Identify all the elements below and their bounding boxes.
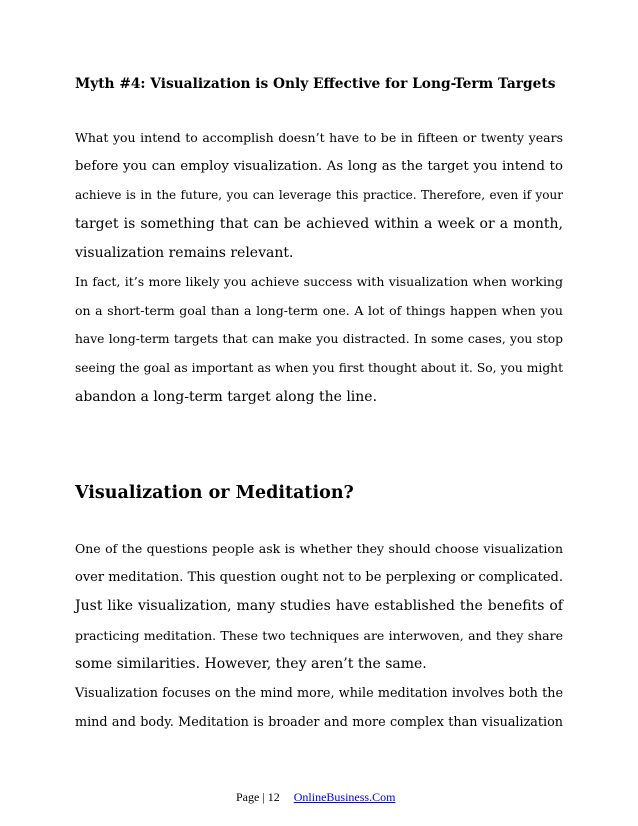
paragraph-line: some similarities. However, they aren’t the same.: [75, 656, 427, 672]
paragraph-line: Just like visualization, many studies have established the benefits of: [75, 598, 563, 614]
paragraph-line: One of the questions people ask is whether they should choose visualization: [75, 541, 563, 556]
paragraph-4: [75, 679, 563, 737]
paragraph-line: mind and body. Meditation is broader and more complex than visualization: [75, 715, 563, 730]
site-link[interactable]: OnlineBusiness.Com: [293, 790, 396, 804]
paragraph-line: What you intend to accomplish doesn’t have to be in fifteen or twenty years: [75, 130, 563, 145]
paragraph-line: Visualization focuses on the mind more, while meditation involves both the: [75, 686, 563, 701]
paragraph-line: achieve is in the future, you can leverage this practice. Therefore, even if your: [75, 188, 563, 202]
paragraph-1: [75, 123, 563, 268]
paragraph-line: practicing meditation. These two techniques are interwoven, and they share: [75, 628, 563, 643]
section-heading: Visualization or Meditation?: [75, 483, 354, 503]
paragraph-line: target is something that can be achieved within a week or a month,: [75, 216, 563, 232]
page-number: Page | 12: [236, 790, 280, 804]
paragraph-line: over meditation. This question ought not to be perplexing or complicated.: [75, 570, 563, 585]
paragraph-line: have long-term targets that can make you distracted. In some cases, you stop: [75, 332, 563, 346]
paragraph-line: on a short-term goal than a long-term one. A lot of things happen when you: [75, 303, 563, 318]
paragraph-2: [75, 267, 563, 412]
paragraph-line: visualization remains relevant.: [75, 245, 294, 261]
paragraph-line: In fact, it’s more likely you achieve success with visualization when working: [75, 274, 563, 289]
paragraph-line: abandon a long-term target along the line.: [75, 389, 378, 405]
myth-heading: Myth #4: Visualization is Only Effective for Long-Term Targets: [75, 76, 556, 92]
page-footer: [236, 788, 395, 806]
paragraph-3: [75, 534, 563, 679]
paragraph-line: seeing the goal as important as when you first thought about it. So, you might: [75, 361, 563, 375]
paragraph-line: before you can employ visualization. As long as the target you intend to: [75, 159, 563, 174]
